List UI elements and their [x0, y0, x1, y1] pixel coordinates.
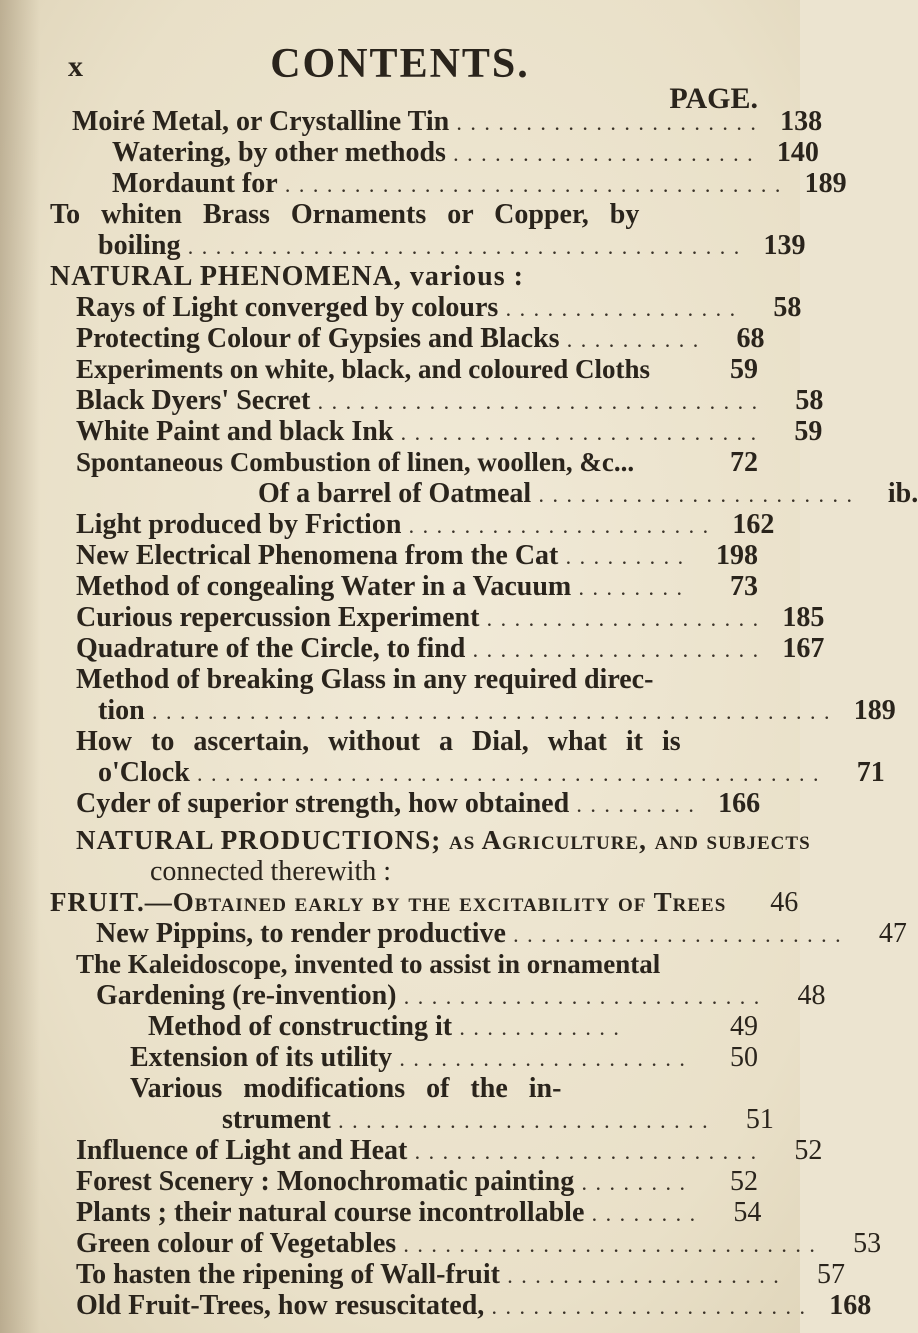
toc-entry: Forest Scenery : Monochromatic painting . . . . . . . . 52 [76, 1166, 758, 1197]
toc-entry: Method of congealing Water in a Vacuum . . . . . . . . 73 [76, 571, 758, 602]
toc-entry: Quadrature of the Circle, to find . . . . . . . . . . . . . . . . . . . . . 167 [76, 633, 825, 664]
toc-entry: Of a barrel of Oatmeal . . . . . . . . . . . . . . . . . . . . . . . ib. [258, 478, 918, 509]
page-column-label: PAGE. [669, 82, 758, 115]
toc-entry: Method of breaking Glass in any required direc- [76, 664, 654, 695]
contents-list [0, 106, 918, 1321]
toc-entry: Spontaneous Combustion of linen, woollen, &c... 72 [76, 447, 758, 478]
toc-entry: Cyder of superior strength, how obtained . . . . . . . . . 166 [76, 788, 761, 819]
toc-entry: Experiments on white, black, and coloured Cloths 59 [76, 354, 758, 385]
section-heading: NATURAL PRODUCTIONS; as Agriculture, and subjects [76, 825, 811, 855]
toc-entry: Rays of Light converged by colours . . . . . . . . . . . . . . . . . 58 [76, 292, 802, 323]
toc-entry: The Kaleidoscope, invented to assist in ornamental [76, 949, 661, 979]
toc-entry: Green colour of Vegetables . . . . . . . . . . . . . . . . . . . . . . . . . . . . . . 53 [76, 1228, 882, 1259]
toc-entry: o'Clock . . . . . . . . . . . . . . . . . . . . . . . . . . . . . . . . . . . . . . . . . . . . . 71 [98, 757, 885, 788]
toc-entry: Black Dyers' Secret . . . . . . . . . . . . . . . . . . . . . . . . . . . . . . . . 58 [76, 385, 824, 416]
toc-entry: Protecting Colour of Gypsies and Blacks . . . . . . . . . . 68 [76, 323, 765, 354]
toc-entry: boiling . . . . . . . . . . . . . . . . . . . . . . . . . . . . . . . . . . . . . . . . 139 [98, 230, 806, 261]
toc-entry: To whiten Brass Ornaments or Copper, by [50, 199, 640, 230]
toc-entry: Mordaunt for . . . . . . . . . . . . . . . . . . . . . . . . . . . . . . . . . . . . 189 [112, 168, 847, 199]
toc-entry: tion . . . . . . . . . . . . . . . . . . . . . . . . . . . . . . . . . . . . . . . . . . . . . . . . . 189 [98, 695, 896, 726]
page-title: CONTENTS. [270, 41, 530, 87]
section-heading: NATURAL PHENOMENA, various : [50, 261, 524, 292]
toc-entry: Plants ; their natural course incontrollable . . . . . . . . 54 [76, 1197, 762, 1228]
toc-entry: Old Fruit-Trees, how resuscitated, . . . . . . . . . . . . . . . . . . . . . . . 168 [76, 1290, 872, 1321]
toc-entry: New Pippins, to render productive . . . . . . . . . . . . . . . . . . . . . . . . 47 [96, 918, 907, 949]
toc-entry: Various modifications of the in- [130, 1073, 562, 1104]
header-mark: x [68, 50, 83, 83]
toc-entry: Extension of its utility . . . . . . . . . . . . . . . . . . . . . 50 [130, 1042, 758, 1073]
toc-entry: Moiré Metal, or Crystalline Tin . . . . . . . . . . . . . . . . . . . . . . 138 [72, 106, 823, 137]
toc-entry: Influence of Light and Heat . . . . . . . . . . . . . . . . . . . . . . . . . 52 [76, 1135, 823, 1166]
toc-entry: FRUIT.—Obtained early by the excitability of Trees 46 [50, 887, 799, 918]
section-heading-cont: connected therewith : [150, 856, 392, 887]
toc-entry: strument . . . . . . . . . . . . . . . . . . . . . . . . . . . 51 [222, 1104, 774, 1135]
toc-entry: Method of constructing it . . . . . . . . . . . . 49 [148, 1011, 758, 1042]
toc-entry: Curious repercussion Experiment . . . . . . . . . . . . . . . . . . . . 185 [76, 602, 825, 633]
header [0, 22, 800, 87]
toc-entry: White Paint and black Ink . . . . . . . . . . . . . . . . . . . . . . . . . . 59 [76, 416, 823, 447]
toc-entry: How to ascertain, without a Dial, what it is [76, 726, 681, 757]
toc-entry: To hasten the ripening of Wall-fruit . . . . . . . . . . . . . . . . . . . . 57 [76, 1259, 845, 1290]
toc-entry: Gardening (re-invention) . . . . . . . . . . . . . . . . . . . . . . . . . . 48 [96, 980, 826, 1011]
toc-entry: New Electrical Phenomena from the Cat . . . . . . . . . 198 [76, 540, 758, 571]
toc-entry: Watering, by other methods . . . . . . . . . . . . . . . . . . . . . . 140 [112, 137, 819, 168]
toc-entry: Light produced by Friction . . . . . . . . . . . . . . . . . . . . . . 162 [76, 509, 775, 540]
